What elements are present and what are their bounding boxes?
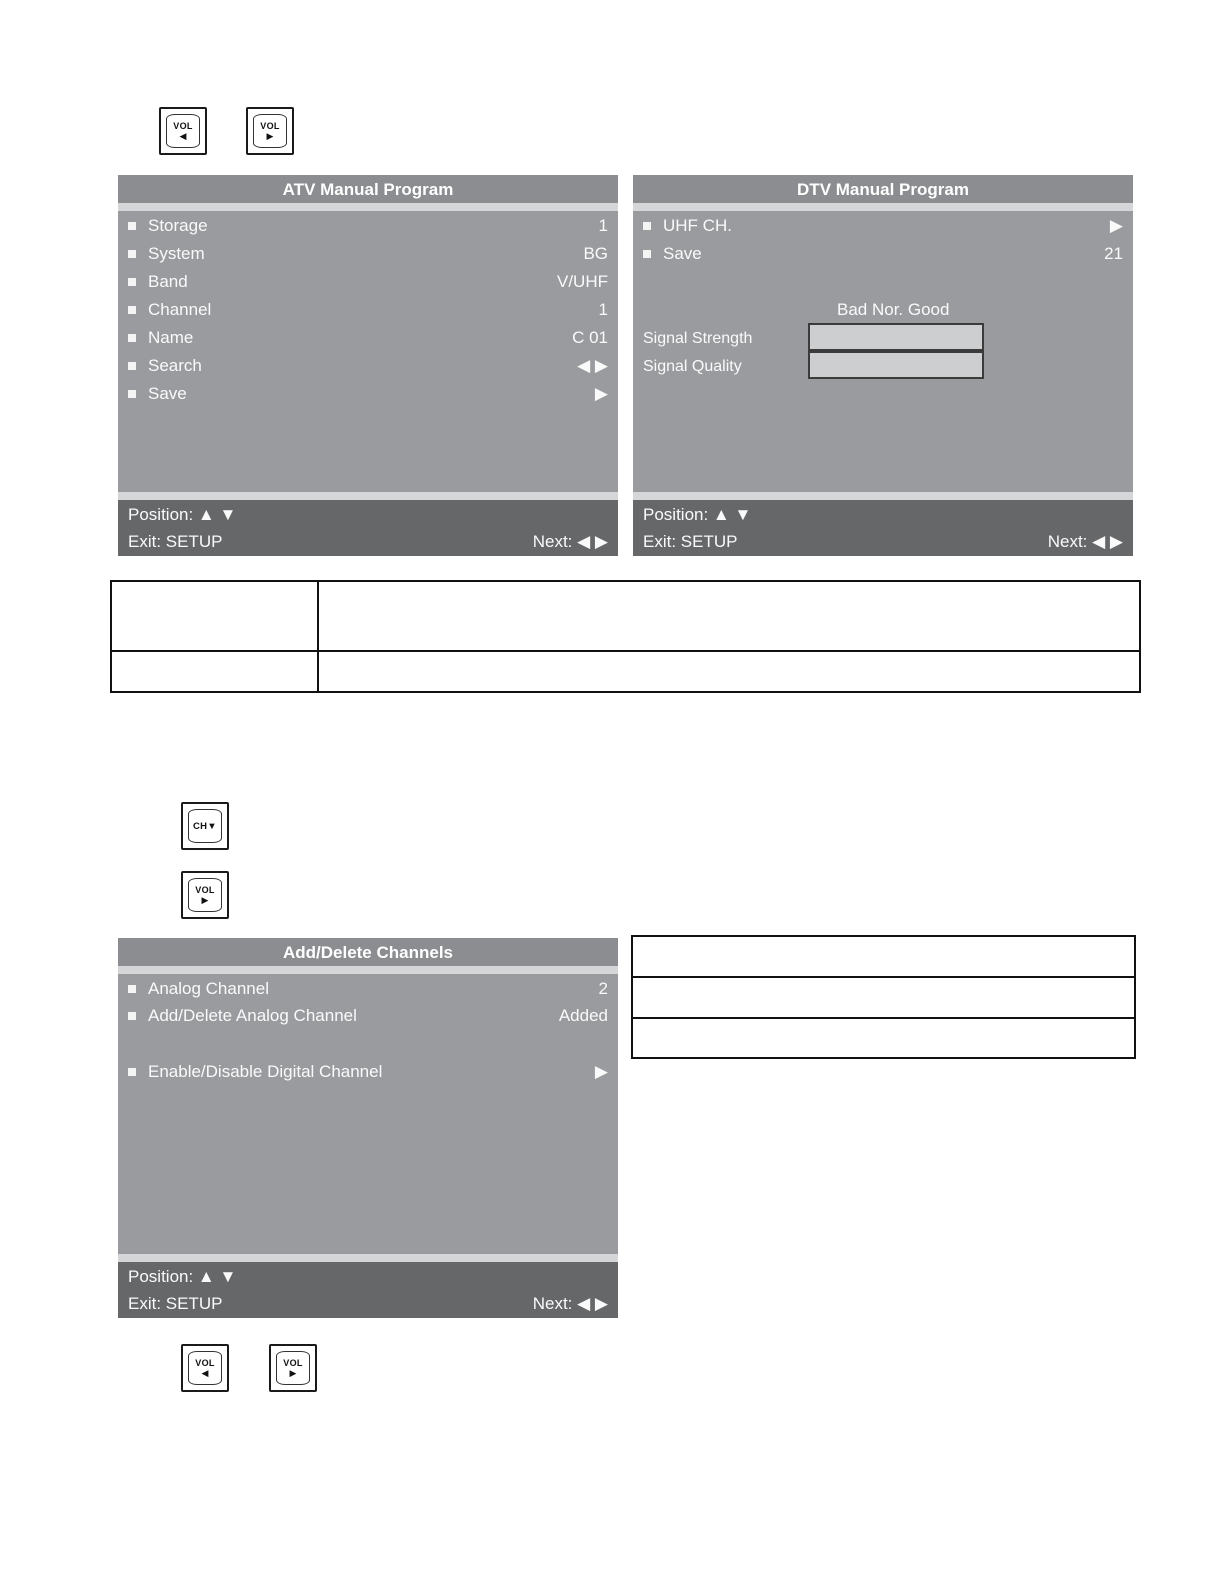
dtv-row-save[interactable]: Save 21 [643,243,1123,265]
signal-strength-meter [808,323,984,351]
add-delete-title: Add/Delete Channels [118,938,618,966]
dtv-row-uhf-ch[interactable]: UHF CH. ▶ [643,215,1123,237]
table-cell [111,651,318,692]
table-cell [632,977,1135,1018]
add-delete-footer: Position: ▲ ▼ Exit: SETUP Next: ◀ ▶ [118,1262,618,1318]
settings-table-1 [110,580,1141,693]
signal-quality-label: Signal Quality [643,358,742,375]
row-add-delete-analog-channel[interactable]: Add/Delete Analog Channel Added [128,1005,608,1027]
vol-left-key-icon: VOL ◀ [181,1344,229,1392]
table-cell [318,651,1140,692]
atv-row-storage[interactable]: Storage 1 [128,215,608,237]
atv-row-search[interactable]: Search ◀ ▶ [128,355,608,377]
vol-right-key-icon: VOL ▶ [246,107,294,155]
signal-scale-label: Bad Nor. Good [837,300,950,319]
atv-row-name[interactable]: Name C 01 [128,327,608,349]
dtv-title: DTV Manual Program [633,175,1133,203]
row-enable-disable-digital-channel[interactable]: Enable/Disable Digital Channel ▶ [128,1061,608,1083]
table-cell [318,581,1140,651]
vol-right-key-icon: VOL ▶ [181,871,229,919]
ch-down-key-icon: CH▼ [181,802,229,850]
table-cell [632,936,1135,977]
atv-row-band[interactable]: Band V/UHF [128,271,608,293]
dtv-footer: Position: ▲ ▼ Exit: SETUP Next: ◀ ▶ [633,500,1133,556]
atv-footer: Position: ▲ ▼ Exit: SETUP Next: ◀ ▶ [118,500,618,556]
atv-row-channel[interactable]: Channel 1 [128,299,608,321]
table-cell [111,581,318,651]
signal-strength-label: Signal Strength [643,330,753,347]
atv-row-save[interactable]: Save ▶ [128,383,608,405]
settings-table-2 [631,935,1136,1059]
add-delete-channels-screen [118,938,618,1318]
dtv-manual-program-screen [633,175,1133,556]
atv-row-system[interactable]: System BG [128,243,608,265]
row-analog-channel[interactable]: Analog Channel 2 [128,978,608,1000]
table-cell [632,1018,1135,1058]
signal-quality-meter [808,351,984,379]
vol-right-key-icon: VOL ▶ [269,1344,317,1392]
atv-title: ATV Manual Program [118,175,618,203]
vol-left-key-icon: VOL ◀ [159,107,207,155]
atv-manual-program-screen [118,175,618,556]
